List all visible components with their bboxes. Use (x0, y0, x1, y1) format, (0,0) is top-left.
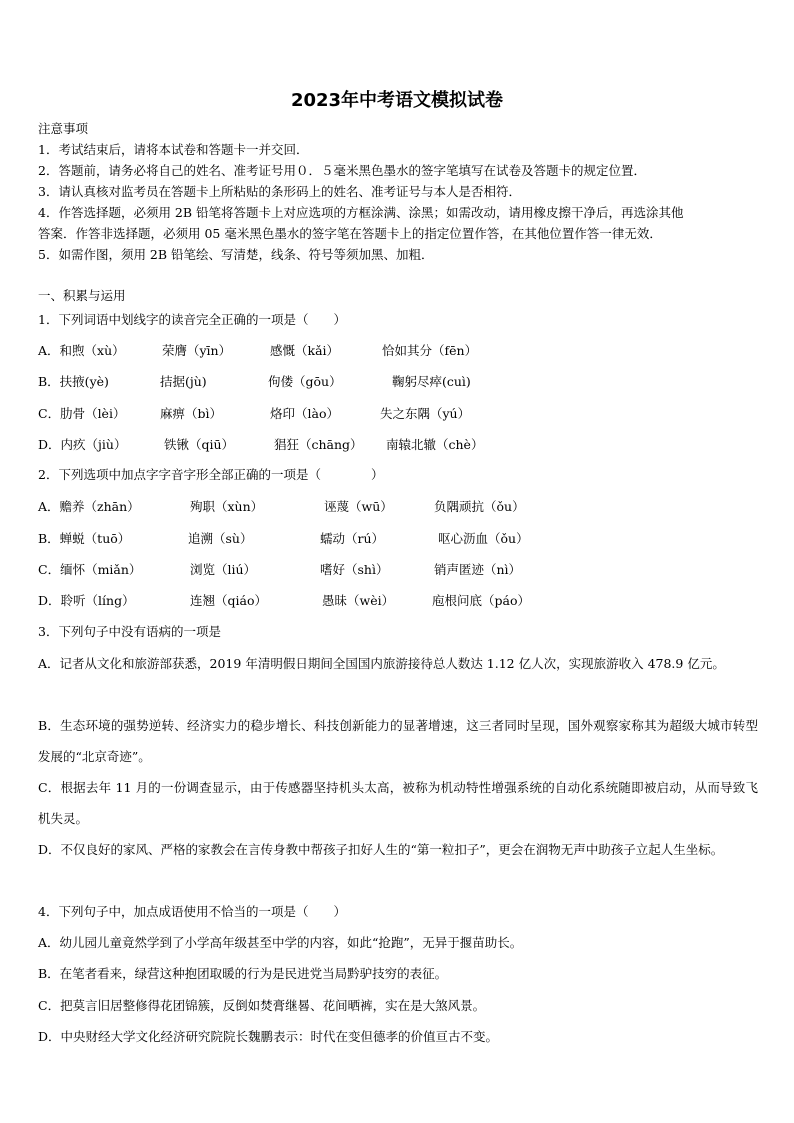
option-a-word-2: 殉职（xùn） (190, 499, 264, 514)
option-d-word-4: 南辕北辙（chè） (386, 437, 484, 452)
option-b-word-4: 鞠躬尽瘁(cuì) (392, 374, 471, 389)
option-d-word-2: 铁锹（qiū） (164, 437, 235, 452)
question-1-option-c (38, 405, 758, 423)
option-b-word-3: 蠕动（rú） (320, 531, 385, 546)
option-d-word-3: 愚昧（wèi） (322, 593, 395, 608)
option-a-word-1: A．赡养（zhān） (38, 499, 140, 514)
option-b-word-2: 追溯（sù） (188, 531, 253, 546)
option-a-word-3: 诬蔑（wū） (324, 499, 393, 514)
notice-line-6: 5．如需作图，须用 2B 铅笔绘、写清楚，线条、符号等须加黑、加粗． (38, 247, 434, 262)
notice-line-5: 答案．作答非选择题，必须用 05 毫米黑色墨水的签字笔在答题卡上的指定位置作答，在其他位置作答一律无效． (38, 226, 662, 241)
notice-heading: 注意事项 (38, 121, 89, 136)
question-3-stem: 3．下列句子中没有语病的一项是 (38, 624, 221, 639)
option-a-word-4: 负隅顽抗（ǒu） (434, 499, 525, 514)
option-c-word-2: 浏览（liú） (190, 562, 257, 577)
question-4-option-b: B．在笔者看来，绿营这种抱团取暖的行为是民进党当局黔驴技穷的表征。 (38, 966, 448, 981)
option-c-word-1: C．缅怀（miǎn） (38, 562, 142, 577)
question-1-stem: 1．下列词语中划线字的读音完全正确的一项是（ ） (38, 312, 346, 327)
option-d-word-1: D．聆听（líng） (38, 593, 135, 608)
option-b-word-2: 拮据(jù) (160, 374, 207, 389)
question-3-option-b: B．生态环境的强势逆转、经济实力的稳步增长、科技创新能力的显著增速，这三者同时呈现，国外观察家称其为超级大城市转型发展的“北京奇迹”。 (38, 718, 758, 764)
question-4-option-a: A．幼儿园儿童竟然学到了小学高年级甚至中学的内容，如此“抢跑”，无异于揠苗助长。 (38, 935, 523, 950)
question-4-option-d: D．中央财经大学文化经济研究院院长魏鹏表示：时代在变但德孝的价值亘古不变。 (38, 1029, 499, 1044)
option-d-word-4: 庖根问底（páo） (432, 593, 530, 608)
question-3-option-d: D．不仅良好的家风、严格的家教会在言传身教中帮孩子扣好人生的“第一粒扣子”，更会在润物无声中助孩子立起人生坐标。 (38, 842, 724, 857)
option-d-word-1: D．内疚（jiù） (38, 437, 127, 452)
option-a-word-4: 恰如其分（fēn） (382, 343, 478, 358)
question-4-stem: 4．下列句子中，加点成语使用不恰当的一项是（ ） (38, 904, 346, 919)
option-c-word-1: C．肋骨（lèi） (38, 406, 126, 421)
section-heading: 一、积累与运用 (38, 288, 126, 303)
exam-title: 2023年中考语文模拟试卷 (290, 90, 504, 111)
question-2-stem: 2．下列选项中加点字字音字形全部正确的一项是（ ） (38, 467, 384, 482)
question-1-option-d (38, 436, 758, 454)
option-a-word-3: 感慨（kǎi） (270, 343, 340, 358)
option-c-word-3: 嗜好（shì） (320, 562, 389, 577)
question-4-option-c: C．把莫言旧居整修得花团锦簇，反倒如焚膏继晷、花间晒裤，实在是大煞风景。 (38, 998, 486, 1013)
option-b-word-4: 呕心沥血（ǒu） (438, 531, 529, 546)
question-2-option-c (38, 561, 758, 579)
option-b-word-1: B．扶掖(yè) (38, 374, 109, 389)
question-3-option-c: C．根据去年 11 月的一份调查显示，由于传感器坚持机头太高，被称为机动特性增强系统的自动化系统随即被启动，从而导致飞机失灵。 (38, 780, 758, 826)
option-b-word-3: 佝偻（gōu） (268, 374, 342, 389)
option-b-word-1: B．蝉蜕（tuō） (38, 531, 131, 546)
notice-line-3: 3．请认真核对监考员在答题卡上所粘贴的条形码上的姓名、准考证号与本人是否相符． (38, 184, 521, 199)
option-d-word-3: 猖狂（chāng） (274, 437, 363, 452)
question-2-option-d (38, 592, 758, 610)
option-c-word-4: 销声匿迹（nì） (434, 562, 522, 577)
notice-line-1: 1．考试结束后，请将本试卷和答题卡一并交回． (38, 142, 309, 157)
notice-line-4: 4．作答选择题，必须用 2B 铅笔将答题卡上对应选项的方框涂满、涂黑；如需改动，请用橡皮擦干净后，再选涂其他 (38, 205, 684, 220)
option-d-word-2: 连翘（qiáo） (190, 593, 267, 608)
option-c-word-2: 麻痹（bì） (160, 406, 222, 421)
question-3-option-a: A．记者从文化和旅游部获悉，2019 年清明假日期间全国国内旅游接待总人数达 1.12 亿人次，实现旅游收入 478.9 亿元。 (38, 656, 725, 671)
question-1-option-a (38, 342, 758, 360)
question-1-option-b (38, 373, 758, 391)
option-c-word-4: 失之东隅（yú） (380, 406, 471, 421)
question-2-option-b (38, 530, 758, 548)
notice-line-2: 2．答题前，请务必将自己的姓名、准考证号用０．５毫米黑色墨水的签字笔填写在试卷及答题卡的规定位置． (38, 163, 646, 178)
option-a-word-1: A．和煦（xù） (38, 343, 125, 358)
option-a-word-2: 荣膺（yīn） (162, 343, 232, 358)
question-2-option-a (38, 498, 758, 516)
option-c-word-3: 烙印（lào） (270, 406, 339, 421)
